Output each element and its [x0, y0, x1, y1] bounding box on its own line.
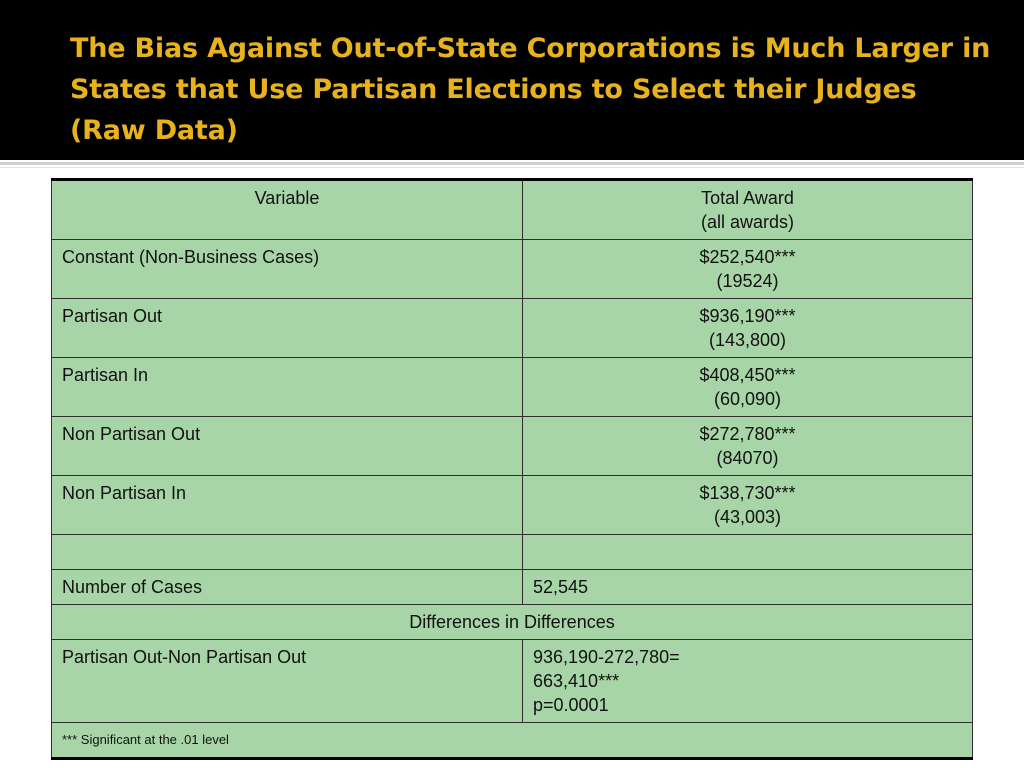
- row-label: Constant (Non-Business Cases): [52, 240, 523, 299]
- divider-rule: [0, 162, 1024, 165]
- header-variable: Variable: [52, 180, 523, 240]
- row-value: $936,190***: [699, 306, 796, 326]
- row-value-cell: [523, 417, 973, 476]
- row-value: $138,730***: [699, 483, 796, 503]
- row-value: $272,780***: [699, 424, 796, 444]
- diff-line-3: p=0.0001: [533, 695, 609, 715]
- slide-title: [70, 28, 1000, 151]
- row-std-error: (60,090): [713, 389, 782, 409]
- row-value: $252,540***: [699, 247, 796, 267]
- diff-label: Partisan Out-Non Partisan Out: [52, 640, 523, 723]
- empty-row: [52, 535, 973, 570]
- row-label: Partisan Out: [52, 299, 523, 358]
- diff-line-1: 936,190-272,780=: [533, 647, 680, 667]
- row-value-cell: [523, 240, 973, 299]
- header-award-line1: Total Award: [701, 188, 794, 208]
- row-std-error: (143,800): [708, 330, 787, 350]
- section-label: Differences in Differences: [52, 605, 973, 640]
- cases-row: [52, 570, 973, 605]
- results-table: [51, 178, 973, 760]
- cases-value: 52,545: [523, 570, 973, 605]
- row-label: Non Partisan In: [52, 476, 523, 535]
- table-row: [52, 240, 973, 299]
- empty-cell: [52, 535, 523, 570]
- row-std-error: (19524): [716, 271, 779, 291]
- title-line-2: States that Use Partisan Elections to Select their Judges: [70, 74, 917, 105]
- empty-cell: [523, 535, 973, 570]
- section-row: [52, 605, 973, 640]
- footnote-row: [52, 723, 973, 759]
- table-row: [52, 299, 973, 358]
- diff-value-cell: [523, 640, 973, 723]
- row-std-error: (43,003): [713, 507, 782, 527]
- row-value-cell: [523, 476, 973, 535]
- table-header-row: [52, 180, 973, 240]
- row-value-cell: [523, 299, 973, 358]
- slide-header: [0, 0, 1024, 160]
- table-row: [52, 417, 973, 476]
- header-total-award: [523, 180, 973, 240]
- diff-line-2: 663,410***: [533, 671, 620, 691]
- table-row: [52, 358, 973, 417]
- row-std-error: (84070): [716, 448, 779, 468]
- row-label: Partisan In: [52, 358, 523, 417]
- header-award-line2: (all awards): [700, 212, 795, 232]
- cases-label: Number of Cases: [52, 570, 523, 605]
- footnote: *** Significant at the .01 level: [52, 723, 973, 759]
- row-value-cell: [523, 358, 973, 417]
- divider-rule-thin: [0, 167, 1024, 168]
- title-line-3: (Raw Data): [70, 115, 238, 146]
- title-line-1: The Bias Against Out-of-State Corporations is Much Larger in: [70, 33, 991, 64]
- row-label: Non Partisan Out: [52, 417, 523, 476]
- row-value: $408,450***: [699, 365, 796, 385]
- table-row: [52, 476, 973, 535]
- diff-row: [52, 640, 973, 723]
